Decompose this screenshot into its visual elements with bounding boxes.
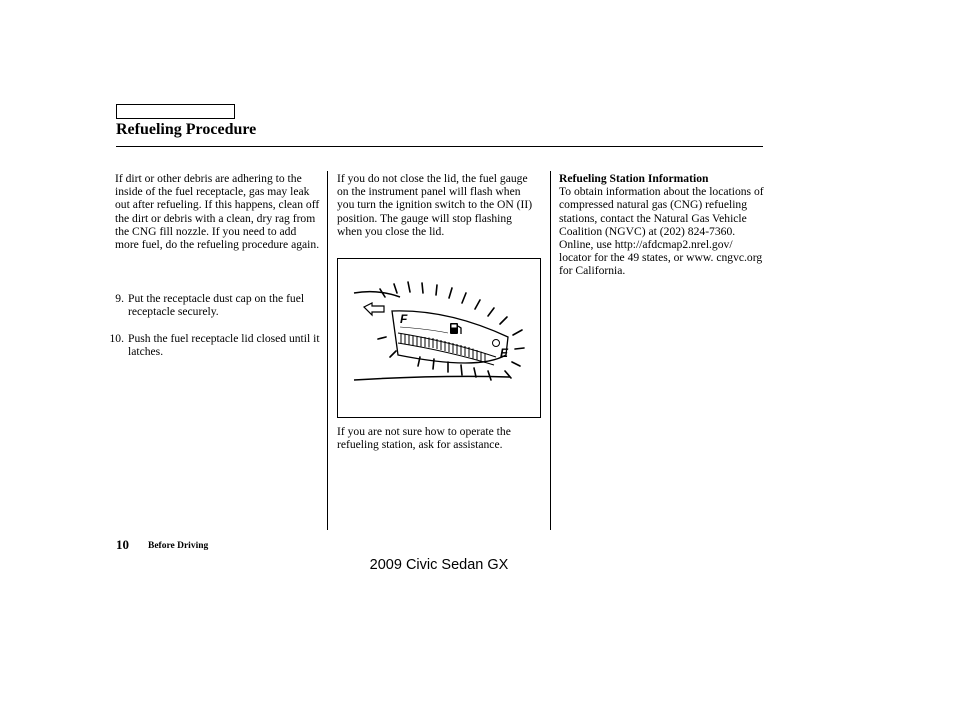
debris-warning-paragraph: If dirt or other debris are adhering to the inside of the fuel receptacle, gas may leak out after refueling. If this happens, clean off the dirt or debris with a clean, dry rag from the CNG fill nozzle. If you need to add more fuel, do the refueling procedure again. (115, 172, 320, 252)
column-middle (337, 172, 537, 238)
step-number: 10. (109, 332, 124, 345)
step-text: Push the fuel receptacle lid closed until it latches. (128, 332, 320, 359)
step-text: Put the receptacle dust cap on the fuel receptacle securely. (128, 292, 305, 319)
step-10 (104, 332, 320, 358)
assistance-note (337, 425, 537, 451)
empty-mark: E (500, 346, 509, 360)
step-9 (104, 292, 320, 318)
arrow-pointer-icon (364, 303, 384, 315)
column-divider-left (327, 171, 328, 530)
title-underline (116, 146, 763, 147)
document-title: 2009 Civic Sedan GX (369, 557, 509, 573)
full-mark: F (400, 312, 408, 326)
section-tab-box (116, 104, 235, 119)
station-info-paragraph: To obtain information about the locations of compressed natural gas (CNG) refueling stations, contact the Natural Gas Vehicle Coalition (NGVC) at (202) 824-7360. Online, use http://afdcmap2.nrel.gov/ locator for the 49 states, or www. cngvc.org for California. (559, 185, 764, 278)
column-left (115, 172, 321, 251)
page-title: Refueling Procedure (116, 121, 257, 138)
step-number: 9. (115, 292, 124, 305)
lid-flash-paragraph: If you do not close the lid, the fuel gauge on the instrument panel will flash when you turn the ignition switch to the ON (II) position. The gauge will stop flashing when you close the lid. (337, 172, 533, 238)
station-info-heading: Refueling Station Information (559, 172, 709, 185)
assistance-note-text: If you are not sure how to operate the refueling station, ask for assistance. (337, 425, 511, 452)
column-divider-right (550, 171, 551, 530)
fuel-gauge-figure (337, 258, 541, 418)
page-number: 10 (116, 537, 129, 552)
column-right (559, 172, 764, 278)
fuel-gauge-illustration (338, 259, 540, 417)
footer-section-name: Before Driving (148, 541, 209, 551)
